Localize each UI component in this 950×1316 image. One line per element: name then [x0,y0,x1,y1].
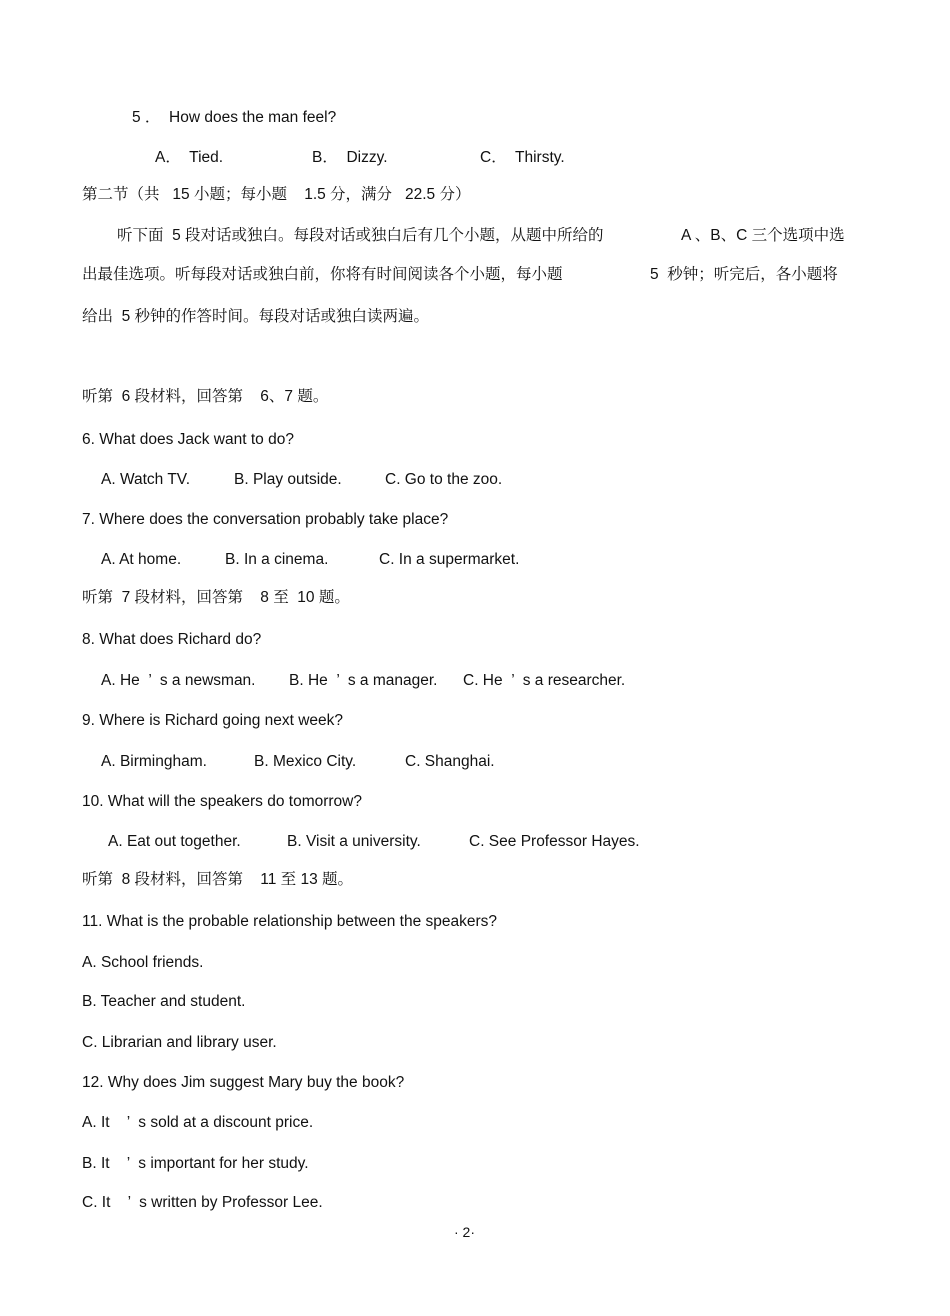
section-title: 第二节（共 15 小题；每小题 1.5 分，满分 22.5 分） [82,186,471,203]
group-8-intro: 听第 8 段材料，回答第 11 至 13 题。 [82,871,354,888]
q6-option-a: A. Watch TV. [101,471,191,488]
q11-option-b: B. Teacher and student. [82,993,246,1010]
q6-option-c: C. Go to the zoo. [385,471,503,488]
instruction-line-2b: 5 秒钟；听完后，各小题将 [650,266,838,283]
q5-option-b: B． Dizzy. [312,149,388,166]
group-6-intro: 听第 6 段材料，回答第 6、7 题。 [82,388,329,405]
q7-option-a: A. At home. [101,551,182,568]
instruction-line-3: 给出 5 秒钟的作答时间。每段对话或独白读两遍。 [82,308,430,325]
q8-option-a: A. He ’ s a newsman. [101,672,256,689]
page-number: · 2· [454,1224,475,1240]
q5-option-a: A． Tied. [155,149,224,166]
q7-option-b: B. In a cinema. [225,551,329,568]
group-7-intro: 听第 7 段材料，回答第 8 至 10 题。 [82,589,350,606]
question-12: 12. Why does Jim suggest Mary buy the book? [82,1074,405,1091]
q10-option-c: C. See Professor Hayes. [469,833,640,850]
q9-option-c: C. Shanghai. [405,753,495,770]
q6-option-b: B. Play outside. [234,471,342,488]
q10-option-b: B. Visit a university. [287,833,421,850]
instruction-line-2a: 出最佳选项。听每段对话或独白前，你将有时间阅读各个小题，每小题 [82,266,563,283]
question-6: 6. What does Jack want to do? [82,431,294,448]
question-9: 9. Where is Richard going next week? [82,712,344,729]
q7-option-c: C. In a supermarket. [379,551,520,568]
question-10: 10. What will the speakers do tomorrow? [82,793,362,810]
q9-option-a: A. Birmingham. [101,753,207,770]
q10-option-a: A. Eat out together. [108,833,241,850]
question-5: 5 ． How does the man feel? [132,109,337,126]
question-8: 8. What does Richard do? [82,631,262,648]
q5-option-c: C． Thirsty. [480,149,565,166]
question-11: 11. What is the probable relationship between the speakers? [82,913,498,930]
q12-option-b: B. It ’ s important for her study. [82,1155,309,1172]
instruction-line-1a: 听下面 5 段对话或独白。每段对话或独白后有几个小题，从题中所给的 [117,227,604,244]
q12-option-c: C. It ’ s written by Professor Lee. [82,1194,323,1211]
q12-option-a: A. It ’ s sold at a discount price. [82,1114,314,1131]
q11-option-a: A. School friends. [82,954,204,971]
q9-option-b: B. Mexico City. [254,753,357,770]
question-7: 7. Where does the conversation probably take place? [82,511,449,528]
instruction-line-1b: A 、B、C 三个选项中选 [681,227,845,244]
q11-option-c: C. Librarian and library user. [82,1034,277,1051]
q8-option-b: B. He ’ s a manager. [289,672,438,689]
q8-option-c: C. He ’ s a researcher. [463,672,626,689]
